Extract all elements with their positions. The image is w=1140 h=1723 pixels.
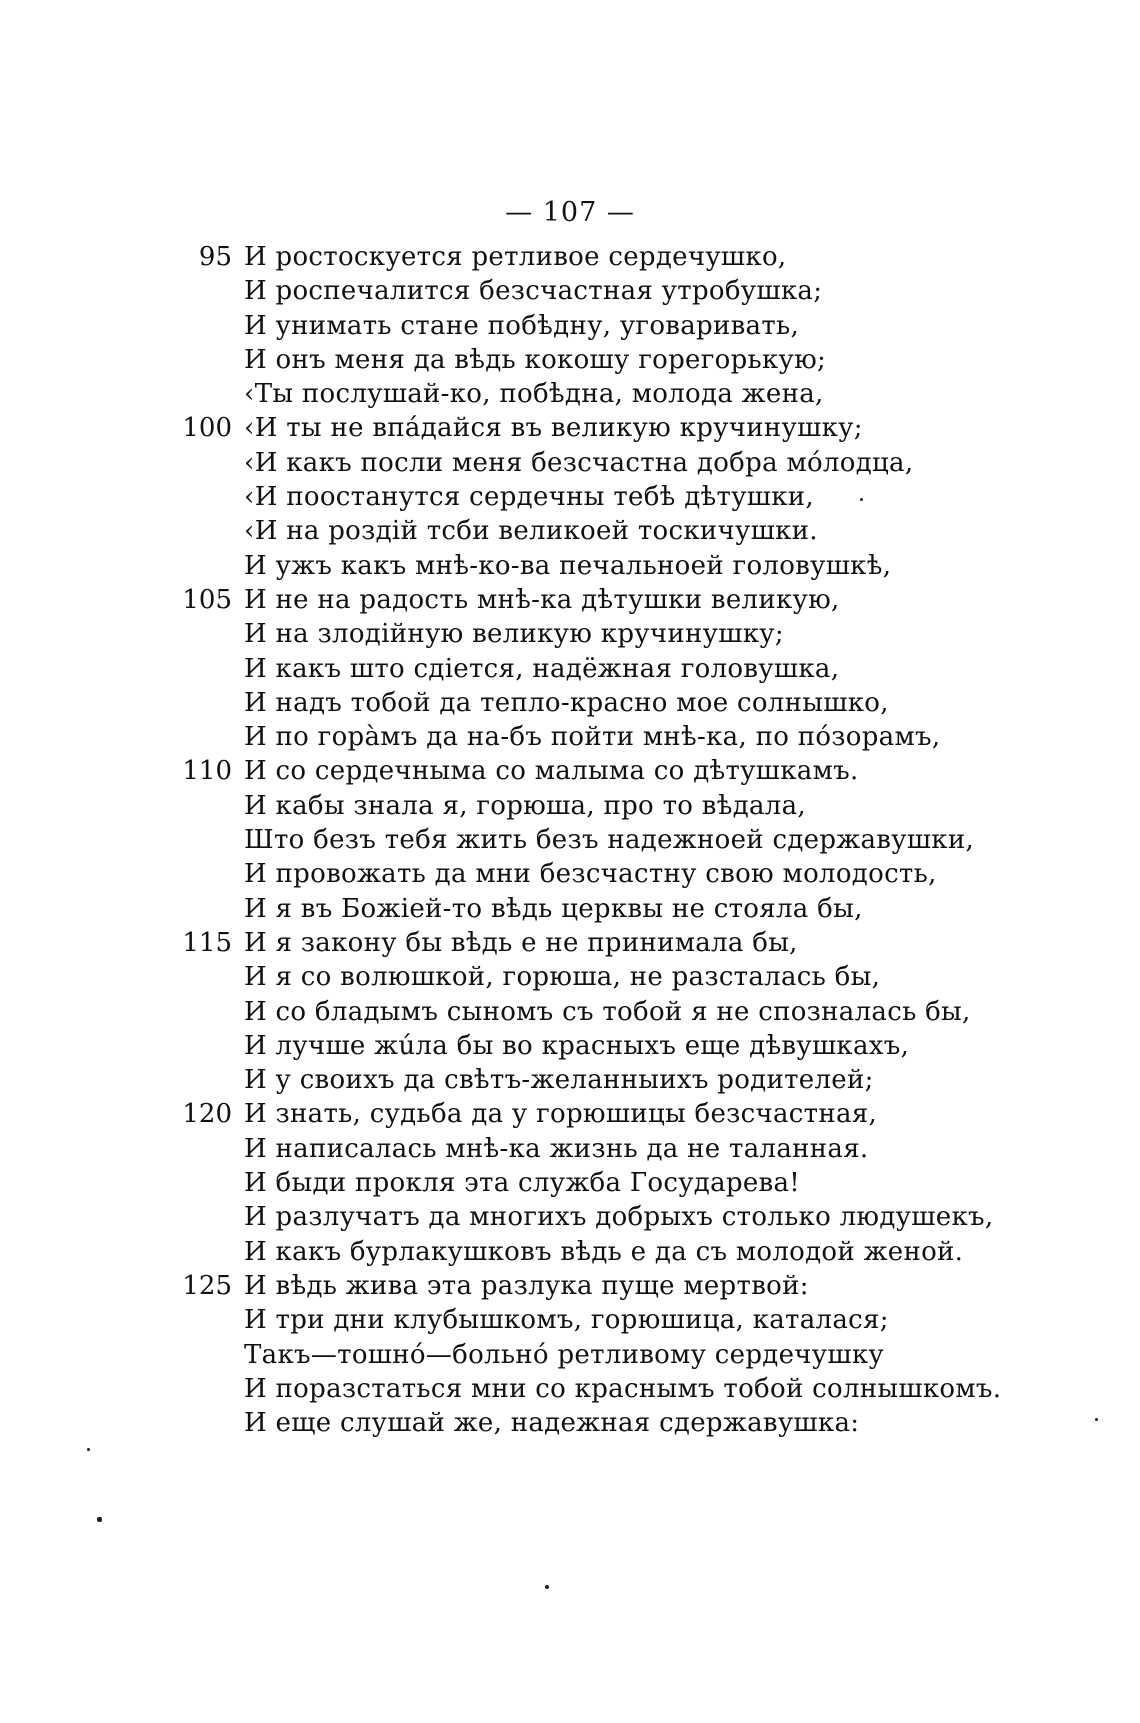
verse-line: [170, 686, 970, 720]
verse-line: [170, 892, 970, 926]
verse-line: [170, 514, 970, 548]
verse-line: [170, 1235, 970, 1269]
verse-text: И я со волюшкой, горюша, не разсталась бы,: [244, 962, 881, 993]
verse-text: И надъ тобой да тепло-красно мое солнышко,: [244, 687, 889, 718]
verse-text: И не на радость мнѣ-ка дѣтушки великую,: [244, 584, 840, 615]
verse-text: И какъ бурлакушковъ вѣдь е да съ молодой женой.: [244, 1236, 964, 1267]
verse-line: [170, 617, 970, 651]
verse-line: [170, 1372, 1002, 1406]
verse-text: И лучше жúла бы во красныхъ еще дѣвушкахъ,: [244, 1030, 910, 1061]
verse-line: [170, 549, 970, 583]
verse-text: И кабы знала я, горюша, про то вѣдала,: [244, 790, 806, 821]
verse-line: [170, 274, 970, 308]
verse-line: [170, 480, 970, 514]
verse-number: 115: [182, 927, 232, 958]
verse-text: И разлучатъ да многихъ добрыхъ столько людушекъ,: [244, 1202, 994, 1233]
verse-line: [170, 1269, 970, 1303]
verse-line: [170, 377, 970, 411]
verse-line: [170, 857, 970, 891]
verse-number: 105: [182, 584, 232, 615]
verse-text: И унимать стане побѣдну, уговаривать,: [244, 310, 800, 341]
verse-line: [170, 1063, 970, 1097]
verse-line: [170, 754, 970, 788]
verse-line: [170, 995, 970, 1029]
verse-line: [170, 583, 970, 617]
verse-line: [170, 1132, 970, 1166]
scan-speck: [545, 1585, 549, 1589]
scan-speck: [860, 498, 863, 501]
verse-number: 125: [182, 1270, 232, 1301]
verse-line: [170, 343, 970, 377]
verse-line: [170, 926, 970, 960]
verse-line: [170, 1097, 970, 1131]
verse-text: И какъ што сдіется, надёжная головушка,: [244, 653, 840, 684]
verse-line: [170, 652, 970, 686]
scan-speck: [87, 1448, 90, 1451]
verse-text: И ростоскуется ретливое сердечушко,: [244, 242, 787, 272]
verse-line: [170, 240, 970, 274]
verse-text: И со сердечныма со малыма со дѣтушкамъ.: [244, 756, 859, 787]
verse-line: [170, 309, 970, 343]
verse-text: И по горàмъ да на-бъ пойти мнѣ-ка, по пóзорамъ,: [244, 722, 941, 753]
verse-line: [170, 720, 970, 754]
page-number: — 107 —: [505, 197, 635, 228]
verse-text: И еще слушай же, надежная сдержавушка:: [244, 1408, 860, 1439]
verse-text: И знать, судьба да у горюшицы безсчастная,: [244, 1099, 878, 1130]
verse-number: 110: [182, 756, 232, 787]
verse-line: [170, 1200, 994, 1234]
verse-text: ‹Ты послушай-ко, побѣдна, молода жена,: [244, 379, 824, 410]
verse-text: И поразстаться мни со краснымъ тобой солнышкомъ.: [244, 1373, 1002, 1404]
verse-number: 120: [182, 1099, 232, 1130]
verse-line: [170, 411, 970, 445]
verse-text: И я закону бы вѣдь е не принимала бы,: [244, 927, 798, 958]
verse-line: [170, 823, 975, 857]
verse-text: И написалась мнѣ-ка жизнь да не таланная.: [244, 1133, 869, 1164]
verse-text: ‹И какъ посли меня безсчастна добра мóлодца,: [244, 447, 914, 478]
verse-line: [170, 1029, 970, 1063]
verse-text: ‹И ты не впáдайся въ великую кручинушку;: [244, 413, 863, 444]
verse-text: ‹И поостанутся сердечны тебѣ дѣтушки,: [244, 482, 814, 513]
verse-text: И три дни клубышкомъ, горюшица, каталася;: [244, 1305, 889, 1336]
verse-text: И роспечалится безсчастная утробушка;: [244, 276, 823, 307]
verse-line: [170, 789, 970, 823]
verse-text: И я въ Божіей-то вѣдь церквы не стояла бы,: [244, 893, 863, 924]
verse-line: [170, 446, 970, 480]
verse-text: И онъ меня да вѣдь кокошу горегорькую;: [244, 344, 827, 375]
verse-text: И у своихъ да свѣтъ-желанныихъ родителей;: [244, 1065, 874, 1096]
verse-text: ‹И на роздій тсби великоей тоскичушки.: [244, 516, 818, 547]
verse-text: И провожать да мни безсчастну свою молодость,: [244, 859, 937, 890]
verse-number: 100: [182, 413, 232, 444]
scan-speck: [97, 1517, 102, 1522]
verse-line: [170, 1338, 970, 1372]
verse-text: И вѣдь жива эта разлука пуще мертвой:: [244, 1270, 809, 1301]
verse-block: [170, 240, 1002, 1440]
verse-line: [170, 1303, 970, 1337]
verse-text: И со бладымъ сыномъ съ тобой я не спозналась бы,: [244, 996, 971, 1027]
verse-line: [170, 1166, 970, 1200]
verse-text: И на злодійную великую кручинушку;: [244, 619, 784, 650]
verse-number: 95: [198, 242, 232, 272]
scan-speck: [1095, 1418, 1098, 1421]
verse-line: [170, 960, 970, 994]
verse-text: Такъ—тошнó—больнó ретливому сердечушку: [244, 1339, 884, 1370]
verse-text: И быди прокля эта служба Государева!: [244, 1168, 801, 1199]
verse-text: И ужъ какъ мнѣ-ко-ва печальноей головушкѣ,: [244, 550, 892, 581]
verse-line: [170, 1406, 970, 1440]
verse-text: Што безъ тебя жить безъ надежноей сдержавушки,: [244, 825, 975, 856]
